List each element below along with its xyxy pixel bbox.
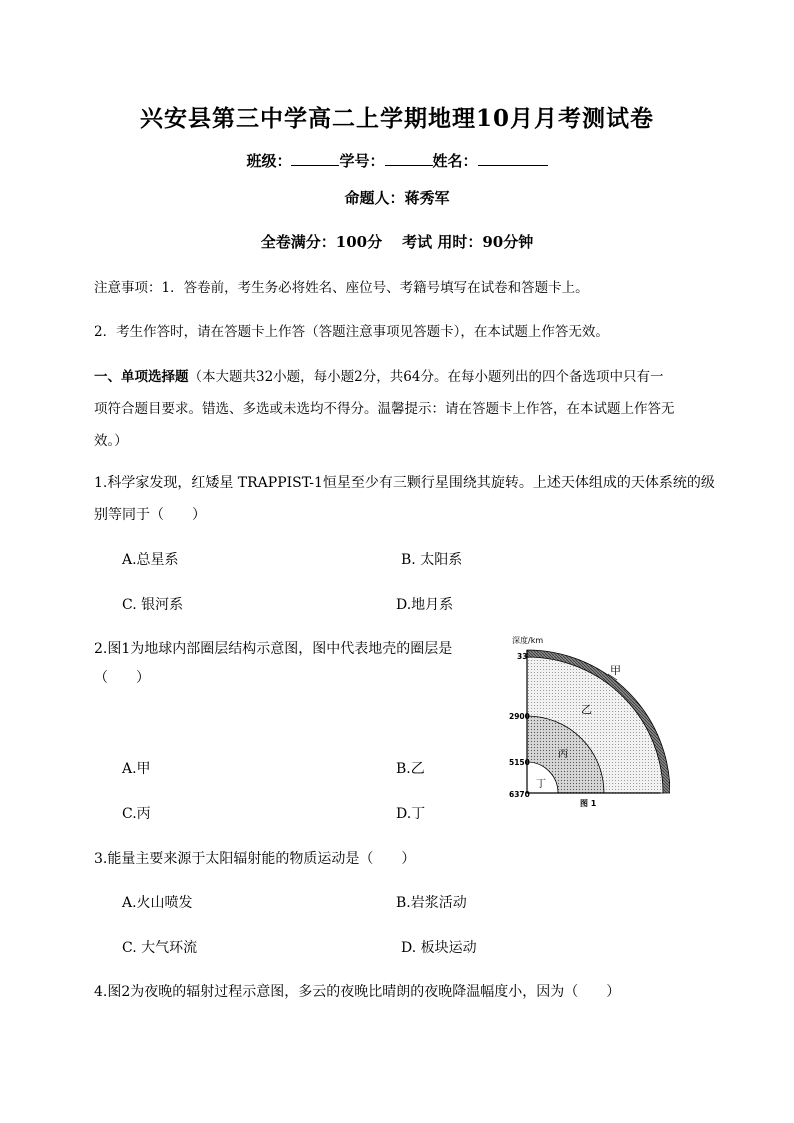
q1-option-d[interactable]: D.地月系 bbox=[396, 597, 454, 613]
q1-option-b[interactable]: B. 太阳系 bbox=[401, 552, 463, 568]
q2-option-c[interactable]: C.丙 bbox=[122, 806, 151, 822]
name-blank[interactable] bbox=[478, 151, 548, 166]
depth-axis-title: 深度/km bbox=[512, 636, 544, 645]
class-label: 班级： bbox=[246, 152, 292, 170]
id-blank[interactable] bbox=[385, 151, 433, 166]
score-time-line bbox=[0, 231, 794, 252]
q1-option-a[interactable]: A.总星系 bbox=[122, 552, 179, 568]
depth-label-2900: 2900 bbox=[509, 712, 530, 721]
q2-option-b[interactable]: B.乙 bbox=[396, 761, 425, 777]
full-score: 全卷满分：100分 bbox=[260, 233, 383, 251]
q2-stem-line1: 2.图1为地球内部圈层结构示意图，图中代表地壳的圈层是 bbox=[94, 641, 453, 657]
earth-interior-diagram bbox=[500, 632, 670, 812]
q1-stem-line1: 1.科学家发现，红矮星 TRAPPIST-1恒星至少有三颗行星围绕其旋转。上述天体组成的天体系统的级 bbox=[94, 475, 715, 491]
layer-label-ding: 丁 bbox=[536, 779, 546, 790]
q1-stem-line2: 别等同于（ ） bbox=[94, 507, 206, 523]
figure-caption: 图 1 bbox=[580, 799, 597, 808]
q2-option-a[interactable]: A.甲 bbox=[122, 761, 151, 777]
depth-label-33: 33 bbox=[517, 652, 528, 661]
q3-option-b[interactable]: B.岩浆活动 bbox=[396, 895, 467, 911]
layer-label-jia: 甲 bbox=[610, 664, 621, 677]
id-label: 学号： bbox=[339, 152, 385, 170]
q3-option-c[interactable]: C. 大气环流 bbox=[122, 940, 198, 956]
section1-heading: 一、单项选择题 bbox=[94, 369, 189, 385]
q3-stem: 3.能量主要来源于太阳辐射能的物质运动是（ ） bbox=[94, 851, 416, 867]
exam-time: 考试 用时：90分钟 bbox=[402, 233, 534, 251]
q1-option-c[interactable]: C. 银河系 bbox=[122, 597, 184, 613]
q2-stem-line2: （ ） bbox=[94, 670, 150, 686]
q2-option-d[interactable]: D.丁 bbox=[396, 806, 426, 822]
layer-label-yi: 乙 bbox=[581, 703, 592, 716]
name-label: 姓名： bbox=[432, 152, 478, 170]
exam-title: 兴安县第三中学高二上学期地理10月月考测试卷 bbox=[139, 105, 654, 132]
layer-label-bing: 丙 bbox=[558, 749, 568, 760]
note-line-1: 注意事项：1．答卷前，考生务必将姓名、座位号、考籍号填写在试卷和答题卡上。 bbox=[94, 280, 589, 296]
section1-desc-2: 项符合题目要求。错选、多选或未选均不得分。温馨提示：请在答题卡上作答，在本试题上作答无 bbox=[94, 401, 675, 417]
depth-label-6370: 6370 bbox=[509, 790, 530, 799]
section1-desc-1: （本大题共32小题，每小题2分，共64分。在每小题列出的四个备选项中只有一 bbox=[188, 369, 664, 385]
depth-label-5150: 5150 bbox=[509, 758, 530, 767]
q3-option-a[interactable]: A.火山喷发 bbox=[122, 895, 193, 911]
section1-desc-3: 效。） bbox=[94, 433, 128, 449]
q4-stem: 4.图2为夜晚的辐射过程示意图，多云的夜晚比晴朗的夜晚降温幅度小，因为（ ） bbox=[94, 984, 621, 1000]
student-info-line bbox=[0, 150, 794, 171]
section1-intro-line1 bbox=[94, 365, 663, 385]
class-blank[interactable] bbox=[291, 151, 339, 166]
note-line-2: 2．考生作答时，请在答题卡上作答（答题注意事项见答题卡），在本试题上作答无效。 bbox=[94, 324, 609, 340]
author-line: 命题人：蒋秀军 bbox=[344, 189, 450, 207]
q3-option-d[interactable]: D. 板块运动 bbox=[401, 940, 477, 956]
